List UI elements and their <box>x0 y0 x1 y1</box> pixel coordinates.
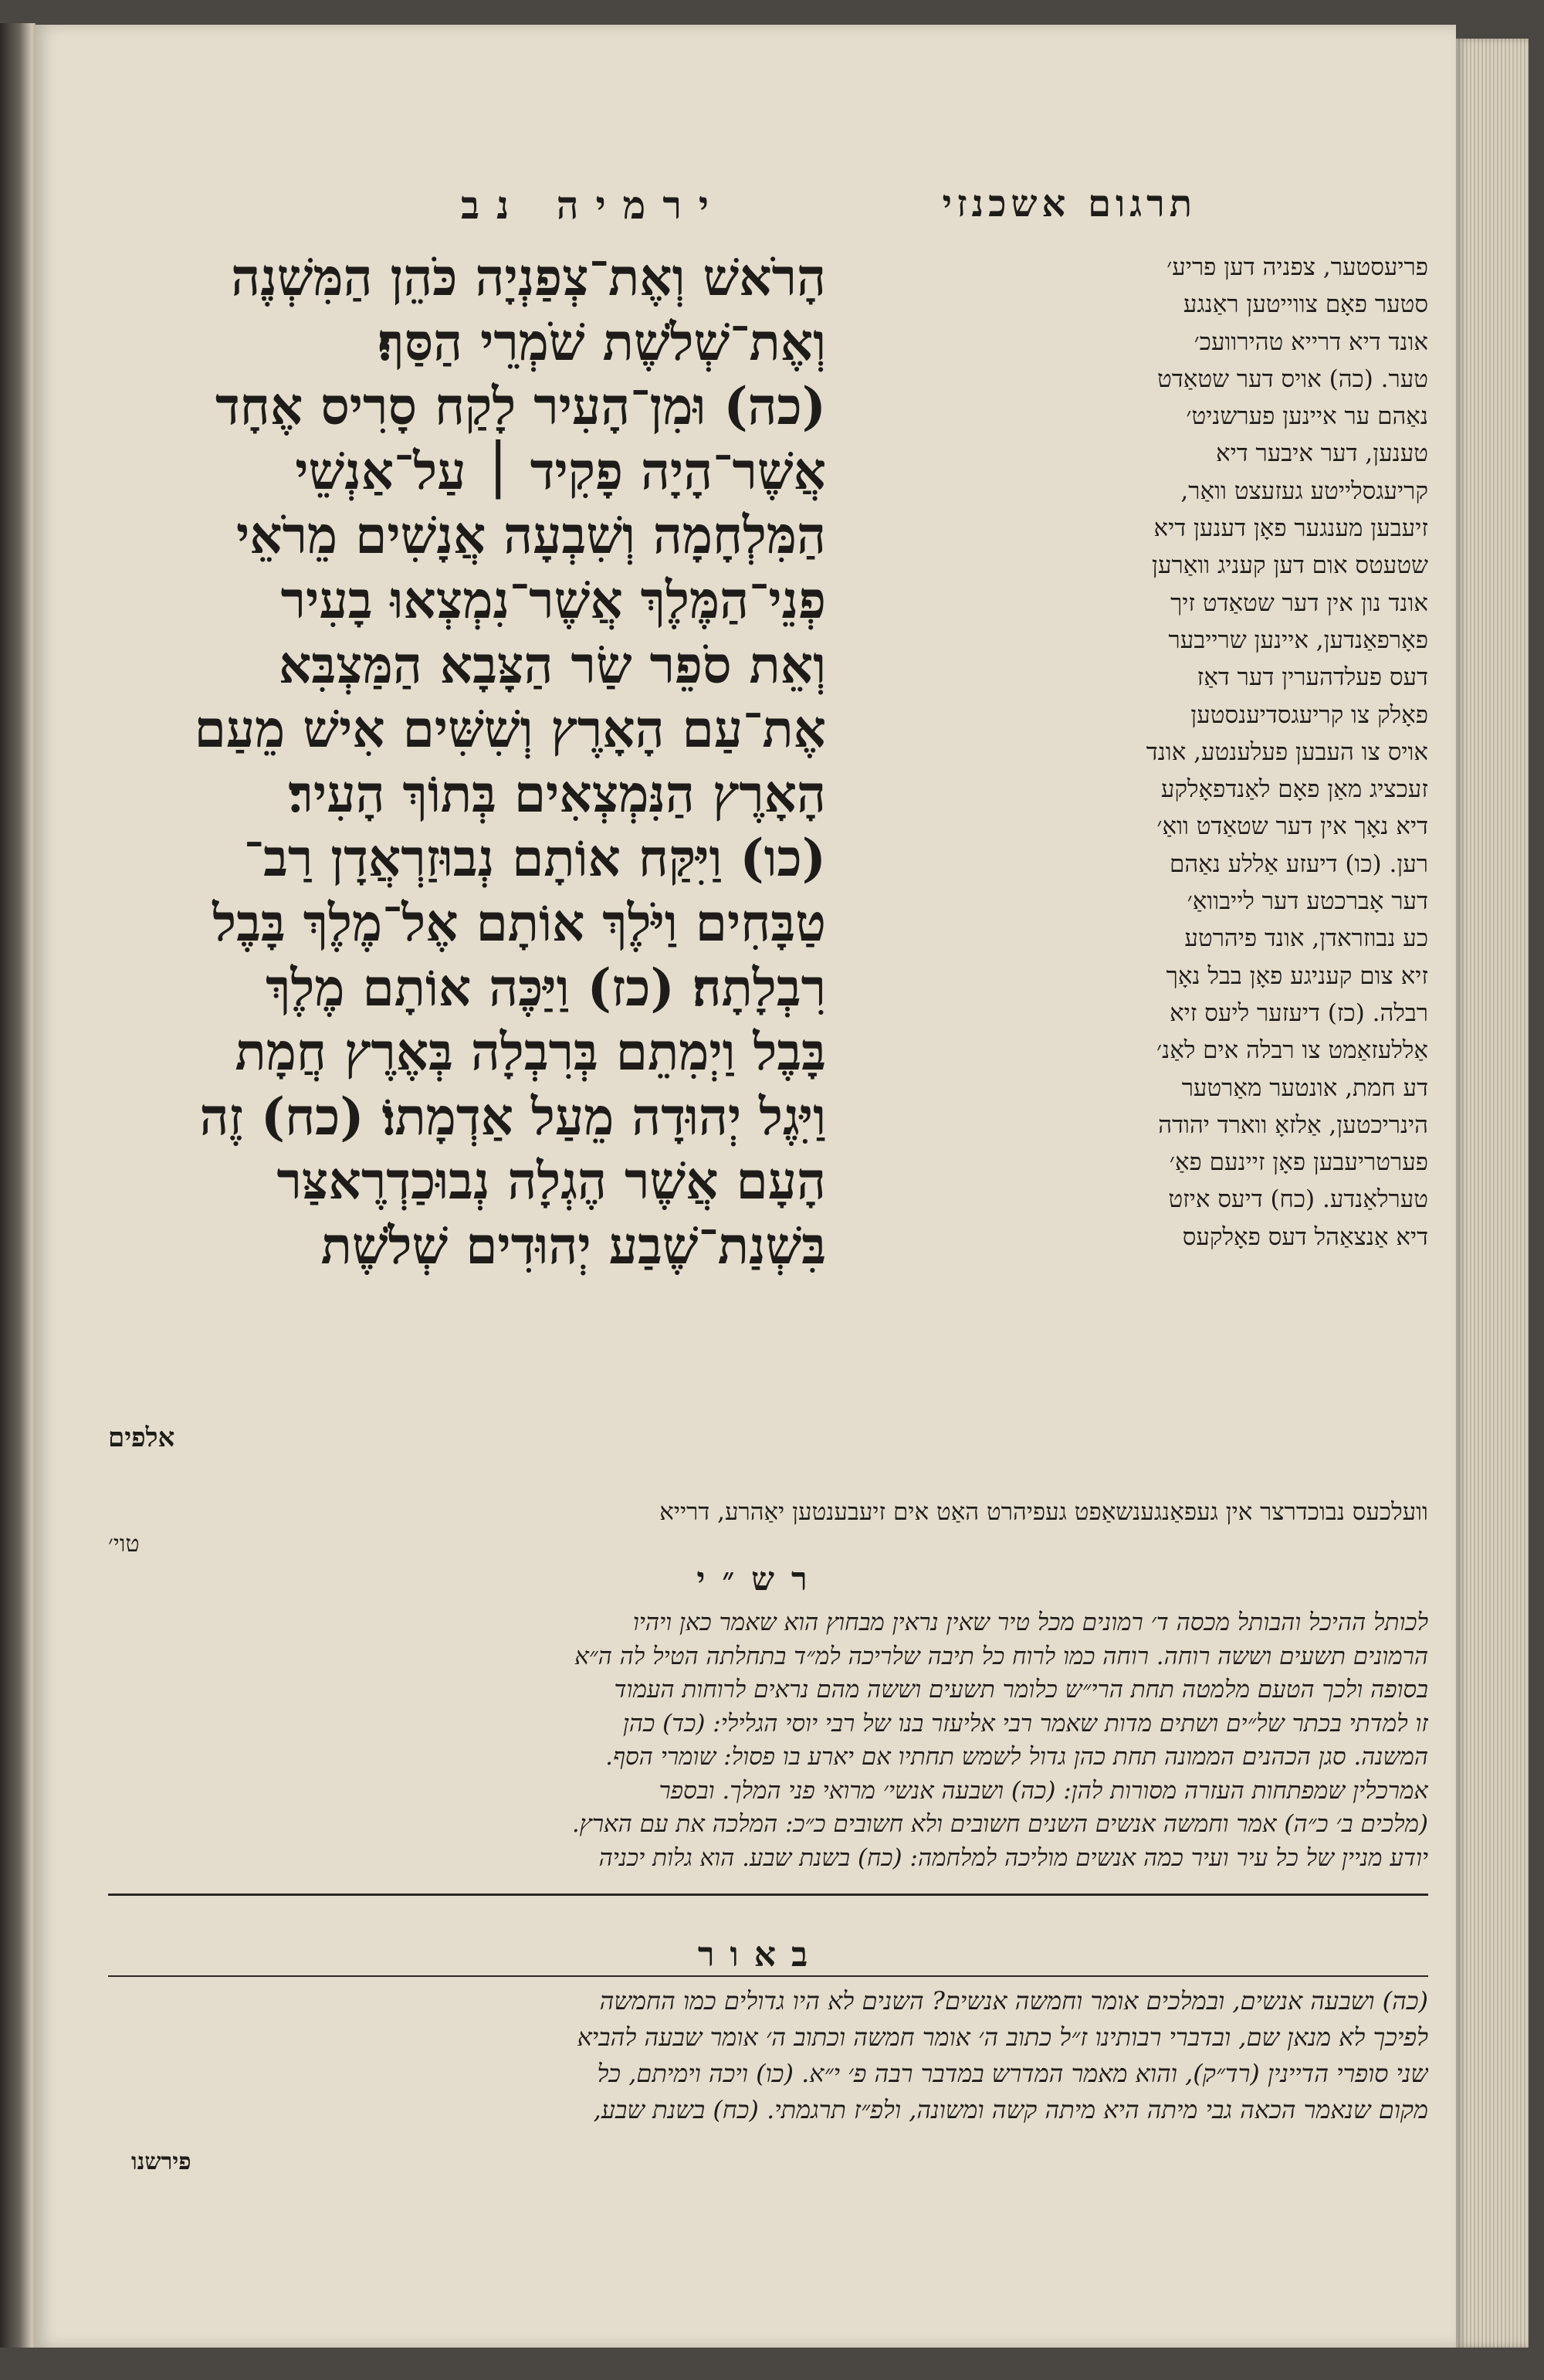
biblical-line: פְנֵי־הַמֶּלֶךְ אֲשֶׁר־נִמְצְאוּ בָעִיר <box>280 569 826 630</box>
book-chapter-header: ירמיה נב <box>461 182 726 228</box>
rashi-title: רש״י <box>696 1560 824 1598</box>
biblical-line: (כה) וּמִן־הָעִיר לָקַח סָרִיס אֶחָד <box>215 376 826 437</box>
translation-catchword: טוי׳ <box>108 1531 140 1558</box>
rashi-commentary <box>100 1606 1428 1875</box>
page-fore-edge <box>1456 39 1529 2348</box>
rashi-line: הרמונים תשעים וששה רוחה. רוחה כמו לרוח כל תיבה שלריכה למ״ד בתחלתה הטיל לה ה״א <box>574 1642 1428 1670</box>
translation-line: טער. (כה) אויס דער שטאַדט <box>1157 364 1428 393</box>
translation-line: דע חמת, אונטער מאַרטער <box>1181 1073 1428 1102</box>
translation-line: פאָרפאַנדען, איינען שרייבער <box>1168 626 1428 654</box>
translation-line: רען. (כו) דיעזע אַללע נאַהם <box>1170 849 1428 878</box>
biblical-line: וְאֶת־שְׁלֹשֶׁת שֹׁמְרֵי הַסַּף׃ <box>378 311 826 372</box>
rashi-line: (מלכים ב׳ כ״ה) אמר וחמשה אנשים השנים חשובים ולא חשובים כ״כ: המלכה את עם הארץ. <box>571 1810 1428 1838</box>
translation-line: קריעגסלייטע געזעצט וואַר, <box>1180 476 1428 505</box>
translation-line: זיעבען מענגער פאָן דענען דיא <box>1153 514 1428 543</box>
biblical-line: רִבְלָתָה׃ (כז) וַיַּכֶּה אוֹתָם מֶלֶךְ <box>266 957 826 1018</box>
translation-line: רבלה. (כז) דיעזער ליעס זיא <box>1170 998 1428 1027</box>
rashi-line: אמרכלין שמפתחות העזרה מסורות להן: (כה) ושבעה אנשי׳ מרואי פני המלך. ובספר <box>659 1776 1428 1805</box>
translation-line: טענען, דער איבער דיא <box>1216 439 1428 468</box>
translation-fullwidth-line: וועלכעס נבוכדרצר אין געפאַנגענשאַפט געפיהרט האַט אים זיעבענטען יאַהרע, דרייא <box>659 1498 1428 1526</box>
biblical-line: אֶת־עַם הָאָרֶץ וְשִׁשִּׁים אִישׁ מֵעַם <box>194 699 826 760</box>
biblical-text-column <box>93 246 826 1279</box>
biur-line: מקום שנאמר הכאה גבי מיתה היא מיתה קשה ומשונה, ולפ״ז תרגמתי. (כח) בשנת שבע, <box>593 2095 1428 2124</box>
biur-title-underline <box>108 1975 1428 1977</box>
biur-line: לפיכך לא מנאן שם, ובדברי רבותינו ז״ל כתוב ה׳ אומר חמשה וכתוב ה׳ אומר שבעה להביא <box>577 2022 1428 2052</box>
biblical-line: (כו) וַיִּקַּח אוֹתָם נְבוּזַרְאֲדָן רַב־ <box>243 828 826 889</box>
rashi-line: המשנה. סגן הכהנים הממונה תחת כהן גדול לשמש תחתיו אם יארע בו פסול: שומרי הסף. <box>605 1743 1428 1771</box>
section-divider-rule <box>108 1893 1428 1896</box>
biblical-line: אֲשֶׁר־הָיָה פָקִיד ׀ עַל־אַנְשֵׁי <box>295 440 826 501</box>
translation-line: אַללעזאַמט צו רבלה אים לאַנ׳ <box>1156 1036 1428 1065</box>
translation-line: הינריכטען, אַלזאָ ווארד יהודה <box>1158 1110 1428 1139</box>
translation-line: דיא נאָך אין דער שטאַדט וואַ׳ <box>1156 812 1428 841</box>
biblical-line: וַיִּגֶל יְהוּדָה מֵעַל אַדְמָתוֹ׃ (כח) זֶה <box>199 1086 826 1147</box>
biblical-line: טַבָּחִים וַיֹּלֶךְ אוֹתָם אֶל־מֶלֶךְ בָּבֶל <box>212 892 826 953</box>
biblical-line: הָאָרֶץ הַנִּמְצְאִים בְּתוֹךְ הָעִיר׃ <box>288 763 826 824</box>
translation-line: אונד נון אין דער שטאַדט זיך <box>1170 588 1428 617</box>
translation-line: פריעסטער, צפניה דען פריע׳ <box>1166 253 1428 281</box>
biblical-line: הַמִּלְחָמָה וְשִׁבְעָה אֲנָשִׁים מֵרֹאֵי <box>235 505 826 566</box>
translation-line: דער אָברכטע דער לייבוואַ׳ <box>1187 887 1428 916</box>
translation-line: אונד דיא דרייא טהירוועכ׳ <box>1194 327 1428 356</box>
translation-line: שטעטס אום דען קעניג וואַרען <box>1152 551 1428 580</box>
biur-commentary <box>100 1983 1428 2128</box>
biblical-line: הָרֹאשׁ וְאֶת־צְפַנְיָה כֹּהֵן הַמִּשְׁנֶה <box>231 247 826 307</box>
biblical-catchword: אלפים <box>108 1422 175 1453</box>
translation-line: פערטריעבען פאָן זיינעם פאַ׳ <box>1169 1148 1428 1177</box>
biblical-line: בִּשְׁנַת־שֶׁבַע יְהוּדִים שְׁלֹשֶׁת <box>320 1215 826 1276</box>
biblical-line: בָּבֶל וַיְמִתֵם בְּרִבְלָה בְּאֶרֶץ חֲמָת <box>235 1022 826 1083</box>
translation-line: פאָלק צו קריעגסדיענסטען <box>1190 700 1428 729</box>
translation-line: דיא אַנצאַהל דעס פאָלקעס <box>1182 1222 1428 1251</box>
translation-line: זיא צום קעניגע פאָן בבל נאָך <box>1166 961 1428 990</box>
biur-title: באור <box>697 1935 824 1975</box>
translation-line: סטער פאָם צווייטען ראַנגע <box>1183 290 1428 319</box>
biur-line: (כה) ושבעה אנשים, ובמלכים אומר וחמשה אנשים? השנים לא היו גדולים כמו החמשה <box>599 1986 1428 2016</box>
translation-header: תרגום אשכנזי <box>942 182 1197 225</box>
left-binding-edge <box>0 23 36 2348</box>
rashi-line: יודע מניין של כל עיר ועיר כמה אנשים מוליכה למלחמה: (כח) בשנת שבע. הוא גלות יכניה <box>598 1843 1428 1872</box>
translation-line: נאַהם ער איינען פערשניט׳ <box>1186 402 1428 431</box>
rashi-line: לכותל ההיכל והבותל מכסה ד׳ רמונים מכל טיר שאין נראין מבחוץ הוא שאמר כאן ויהיו <box>632 1609 1428 1636</box>
translation-column <box>857 249 1428 1256</box>
biblical-line: וְאֵת סֹפֵר שַׂר הַצָּבָא הַמַּצְבִּא <box>278 634 826 695</box>
translation-line: דעס פעלדהערין דער דאַז <box>1197 663 1428 692</box>
biur-line: שני סופרי הדיינין (רד״ק), והוא מאמר המדרש במדבר רבה פ׳ י״א. (כו) ויכה וימיתם, כל <box>597 2059 1428 2088</box>
translation-line: זעכציג מאַן פאָם לאַנדפאָלקע <box>1160 775 1428 804</box>
rashi-line: זו למדתי בכתר של״ים ושתים מדות שאמר רבי אליעזר בנו של רבי יוסי הגלילי: (כד) כהן <box>623 1709 1428 1738</box>
biblical-line: הָעָם אֲשֶׁר הֶגְלָה נְבוּכַדְרֶאצַּר <box>276 1151 826 1212</box>
translation-line: כע נבוזראדן, אונד פיהרטע <box>1184 924 1428 953</box>
rashi-line: בסופה ולכך הטעם מלמטה תחת הרי״ש כלומר תשעים וששה מהם נראים לרוחות העמוד <box>614 1676 1428 1704</box>
translation-line: אויס צו העבען פעלענטע, אונד <box>1146 737 1428 766</box>
translation-line: טערלאַנדע. (כח) דיעס איזט <box>1168 1185 1428 1214</box>
biur-catchword: פירשנו <box>131 2148 191 2175</box>
